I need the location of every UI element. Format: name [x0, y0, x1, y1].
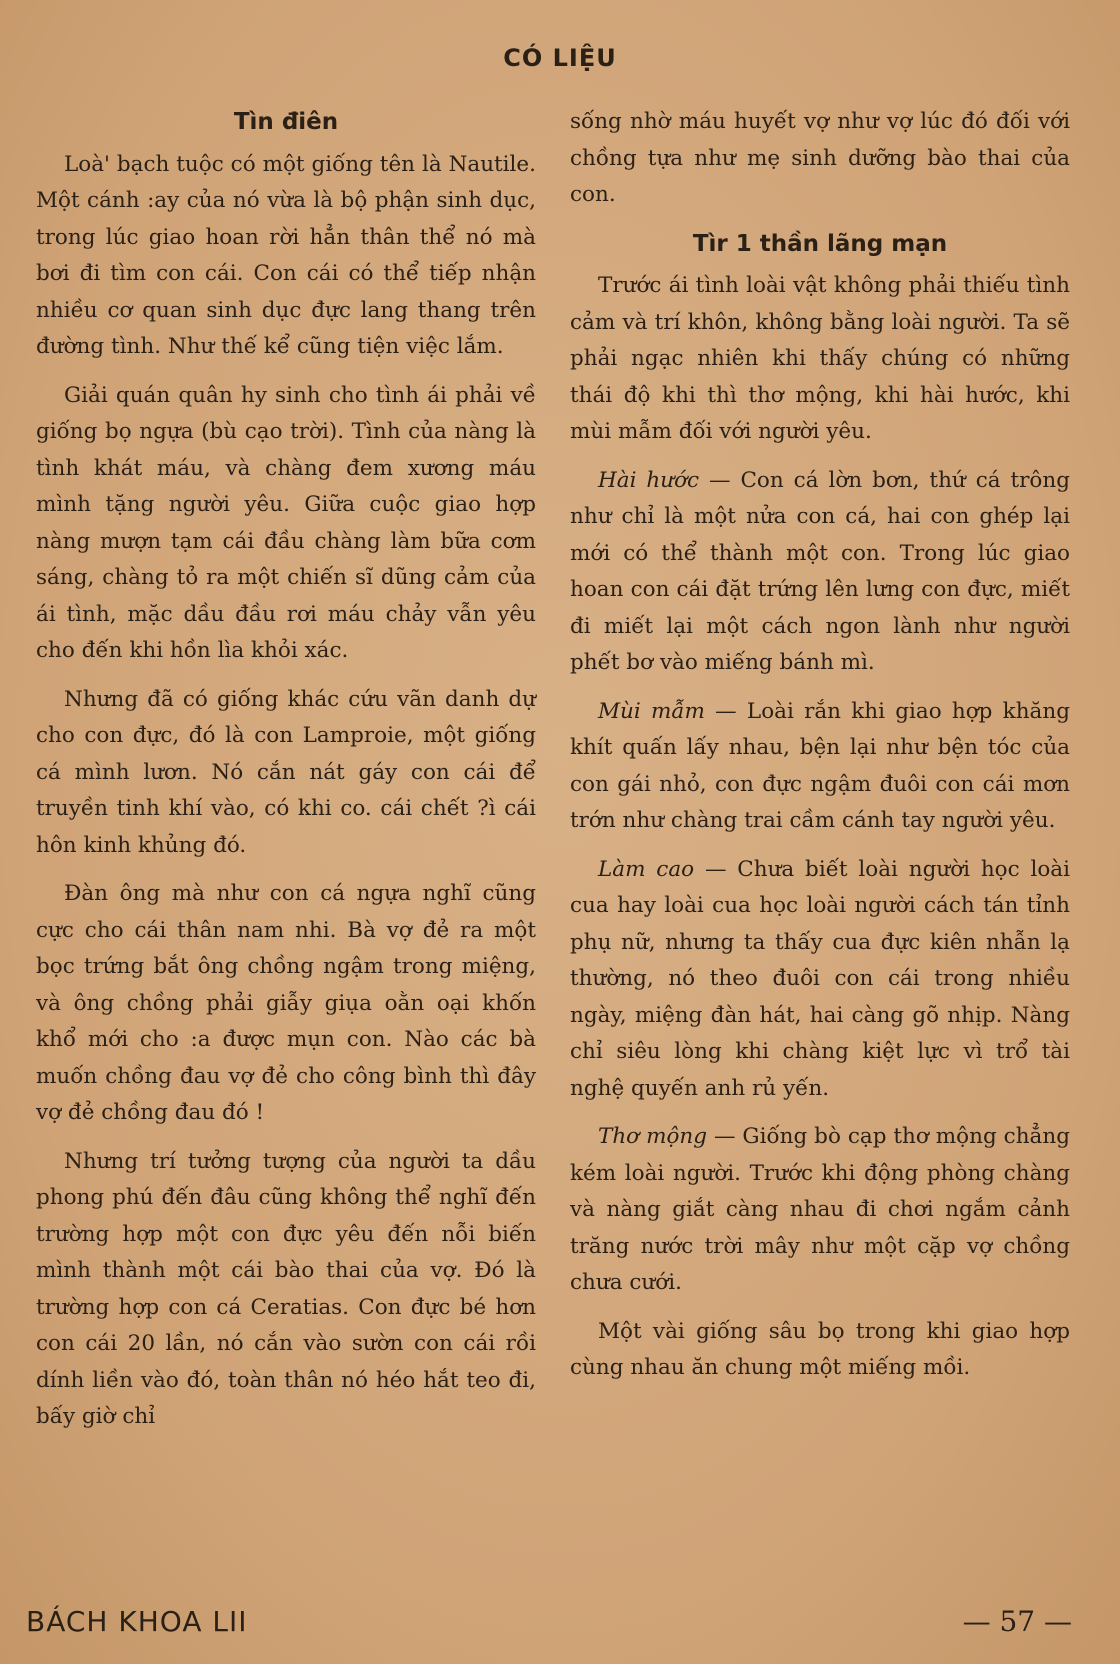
paragraph-lead: Làm cao — [598, 856, 695, 882]
page-number: — 57 — — [962, 1605, 1072, 1638]
section-heading: Tìn điên — [233, 109, 339, 135]
paragraph — [570, 1314, 1070, 1387]
paragraph: Nhưng đã có giống khác cứu vãn danh dự cho con đực, đó là con Lamproie, một giống cá mình lươn. Nó cắn nát gáy con cái để truyền tinh khí vào, có khi co. cái chết ?ì cái hôn kinh khủng đó. — [36, 686, 536, 858]
paragraph: Đàn ông mà như con cá ngựa nghĩ cũng cực cho cái thân nam nhi. Bà vợ đẻ ra một bọc trứng bắt ông chồng ngậm trong miệng, và ông chồng phải giẫy giụa oằn oại khốn khổ mới cho :a được mụn con. Nào các bà muốn chồng đau vợ đẻ cho công bình thì đây vợ đẻ chồng đau đó ! — [36, 881, 536, 1125]
paragraph-text: — Con cá lờn bơn, thứ cá trông như chỉ là một nửa con cá, hai con ghép lại mới có thể thành một con. Trong lúc giao hoan con cái đặt trứng lên lưng con đực, miết đi miết lại một cách ngon lành như người phết bơ vào miếng bánh mì. — [570, 467, 1070, 675]
paragraph — [570, 852, 1070, 1108]
paragraph — [570, 463, 1070, 682]
page-header: CÓ LIỆU — [503, 44, 617, 72]
paragraph — [570, 268, 1070, 451]
paragraph: Giải quán quân hy sinh cho tình ái phải về giống bọ ngựa (bù cạo trời). Tình của nàng là tình khát máu, và chàng đem xương máu mình tặng người yêu. Giữa cuộc giao hợp nàng mượn tạm cái đầu chàng làm bữa cơm sáng, chàng tỏ ra một chiến sĩ dũng cảm của ái tình, mặc dầu đầu rơi máu chảy vẫn yêu cho đến khi hồn lìa khỏi xác. — [36, 382, 536, 663]
paragraph-lead: Hài hước — [598, 467, 700, 493]
continued-paragraph: sống nhờ máu huyết vợ như vợ lúc đó đối với chồng tựa như mẹ sinh dưỡng bào thai của con. — [570, 109, 1070, 207]
paragraph-text: Trước ái tình loài vật không phải thiếu tình cảm và trí khôn, không bằng loài người. Ta sẽ phải ngạc nhiên khi thấy chúng có những thái độ khi thì thơ mộng, khi hài hước, khi mùi mẫm đối với người yêu. — [570, 273, 1070, 444]
paragraph-text: — Giống bò cạp thơ mộng chẳng kém loài người. Trước khi động phòng chàng và nàng giắt càng nhau đi chơi ngắm cảnh trăng nước trời mây như một cặp vợ chồng chưa cưới. — [570, 1124, 1070, 1295]
left-column — [36, 104, 536, 1448]
paragraph-text: Một vài giống sâu bọ trong khi giao hợp cùng nhau ăn chung một miếng mồi. — [570, 1318, 1070, 1380]
paragraph: Nhưng trí tưởng tượng của người ta dầu phong phú đến đâu cũng không thể nghĩ đến trường hợp một con đực yêu đến nỗi biến mình thành một cái bào thai của vợ. Đó là trường hợp con cá Ceratias. Con đực bé hơn con cái 20 lần, nó cắn vào sườn con cái rồi dính liền vào đó, toàn thân nó héo hắt teo đi, bấy giờ chỉ — [36, 1148, 536, 1429]
section-heading: Tìr 1 thần lãng mạn — [692, 230, 948, 257]
paragraph: Loà' bạch tuộc có một giống tên là Nautile. Một cánh :ay của nó vừa là bộ phận sinh dục, trong lúc giao hoan rời hẳn thân thể nó mà bơi đi tìm con cái. Con cái có thể tiếp nhận nhiều cơ quan sinh dục đực lang thang trên đường tình. Như thế kể cũng tiện việc lắm. — [36, 151, 536, 359]
right-column — [570, 104, 1070, 1399]
paragraph — [570, 1119, 1070, 1302]
paragraph-text: — Loài rắn khi giao hợp khăng khít quấn lấy nhau, bện lại như bện tóc của con gái nhỏ, con đực ngậm đuôi con cái mơn trớn như chàng trai cầm cánh tay người yêu. — [570, 698, 1070, 833]
paragraph-text: — Chưa biết loài người học loài cua hay loài cua học loài người cách tán tỉnh phụ nữ, nhưng ta thấy cua đực kiên nhẫn lạ thường, nó theo đuôi con cái trong nhiều ngày, miệng đàn hát, hai càng gõ nhịp. Nàng chỉ siêu lòng khi chàng kiệt lực vì trổ tài nghệ quyến anh rủ yến. — [570, 856, 1071, 1101]
publication-name: BÁCH KHOA LII — [26, 1605, 248, 1638]
paragraph-lead: Mùi mẫm — [598, 698, 705, 724]
paragraph — [570, 694, 1070, 840]
paragraph-lead: Thơ mộng — [598, 1124, 708, 1149]
